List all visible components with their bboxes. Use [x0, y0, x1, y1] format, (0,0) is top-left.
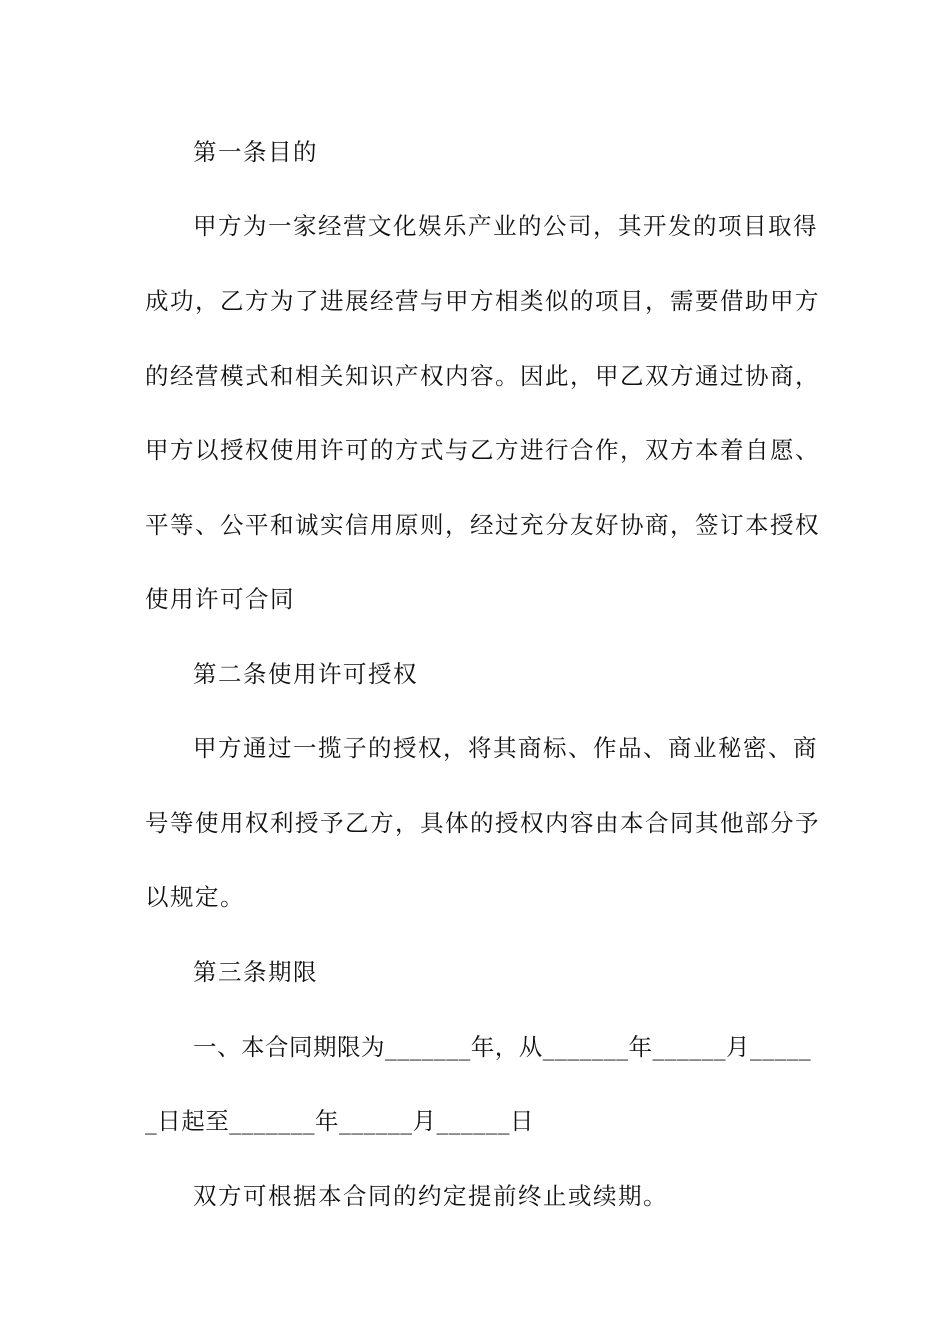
article-2-paragraph-line-2: 号等使用权利授予乙方，具体的授权内容由本合同其他部分予 [145, 809, 820, 837]
article-2-paragraph-line-1: 甲方通过一揽子的授权，将其商标、作品、商业秘密、商 [193, 734, 818, 762]
article-2-heading: 第二条使用许可授权 [193, 660, 418, 688]
article-3-renewal-note: 双方可根据本合同的约定提前终止或续期。 [193, 1182, 668, 1210]
article-1-paragraph-line-4: 甲方以授权使用许可的方式与乙方进行合作，双方本着自愿、 [145, 436, 820, 464]
article-3-heading: 第三条期限 [193, 958, 318, 986]
article-2-paragraph-line-3: 以规定。 [145, 883, 245, 911]
article-3-term-line-1: 一、本合同期限为_______年，从_______年______月_____ [193, 1033, 812, 1061]
article-1-heading: 第一条目的 [193, 138, 318, 166]
article-1-paragraph-line-6: 使用许可合同 [145, 585, 295, 613]
article-1-paragraph-line-1: 甲方为一家经营文化娱乐产业的公司，其开发的项目取得 [193, 212, 818, 240]
article-1-paragraph-line-2: 成功，乙方为了进展经营与甲方相类似的项目，需要借助甲方 [145, 287, 820, 315]
article-3-term-line-2: _日起至_______年______月______日 [145, 1107, 534, 1135]
article-1-paragraph-line-3: 的经营模式和相关知识产权内容。因此，甲乙双方通过协商， [145, 362, 820, 390]
article-1-paragraph-line-5: 平等、公平和诚实信用原则，经过充分友好协商，签订本授权 [145, 511, 820, 539]
